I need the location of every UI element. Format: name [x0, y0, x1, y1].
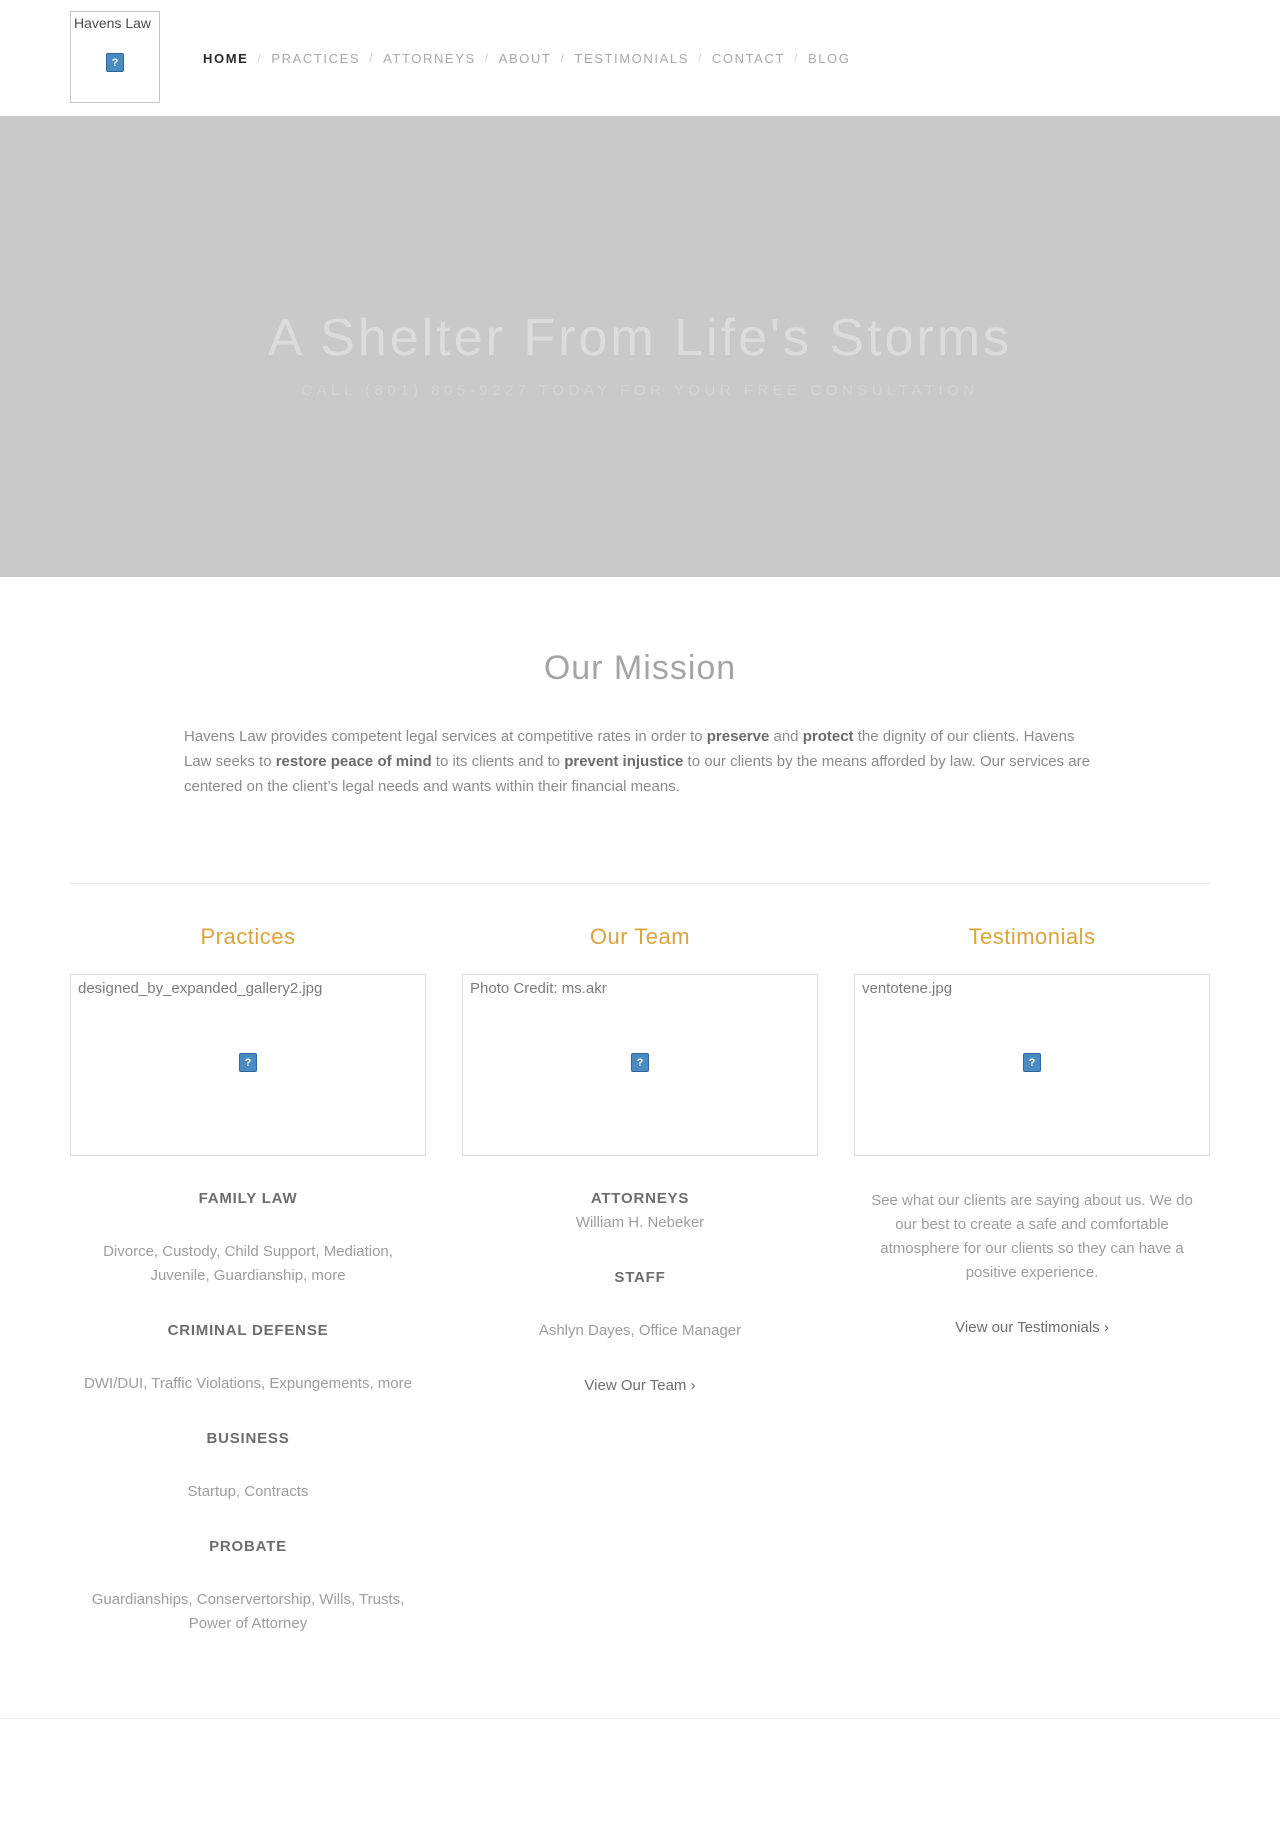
team-image-alt-text: Photo Credit: ms.akr [470, 980, 607, 997]
nav-separator: / [369, 51, 375, 65]
broken-image-icon: ? [239, 1053, 257, 1072]
team-column [462, 884, 818, 1636]
nav-item-contact[interactable]: CONTACT [711, 50, 785, 66]
practice-section-body: Divorce, Custody, Child Support, Mediation, Juvenile, Guardianship, more [103, 1243, 393, 1284]
nav-separator: / [794, 51, 799, 65]
practice-section-body: Startup, Contracts [187, 1483, 309, 1500]
nav-item-about[interactable]: ABOUT [498, 50, 552, 66]
nav-separator: / [484, 51, 490, 65]
practices-heading[interactable]: Practices [200, 924, 296, 949]
nav-item-home[interactable]: HOME [203, 50, 249, 66]
practice-section-title: FAMILY LAW [198, 1190, 298, 1207]
broken-image-icon: ? [106, 53, 124, 72]
logo-alt-text: Havens Law [74, 15, 152, 31]
team-section-body: Ashlyn Dayes, Office Manager [538, 1322, 742, 1339]
view-testimonials-link[interactable]: View our Testimonials › [955, 1319, 1109, 1336]
nav-item-testimonials[interactable]: TESTIMONIALS [574, 50, 689, 66]
main-nav [203, 0, 850, 116]
main-content [0, 649, 1280, 1636]
hero-subtitle: CALL (801) 805-9227 TODAY FOR YOUR FREE CONSULTATION [301, 382, 979, 399]
testimonials-image-placeholder [854, 974, 1210, 1156]
logo[interactable] [70, 11, 160, 103]
nav-separator: / [697, 51, 703, 65]
broken-image-icon: ? [631, 1053, 649, 1072]
nav-separator: / [257, 51, 263, 65]
view-our-team-link[interactable]: View Our Team › [584, 1377, 696, 1394]
practice-section-title: PROBATE [209, 1538, 287, 1555]
nav-separator: / [560, 51, 566, 65]
site-header [0, 0, 1280, 116]
broken-image-icon: ? [1023, 1053, 1041, 1072]
mission-heading: Our Mission [543, 649, 737, 687]
practice-section-title: BUSINESS [206, 1430, 290, 1447]
testimonials-heading[interactable]: Testimonials [968, 924, 1096, 949]
practices-image-alt-text: designed_by_expanded_gallery2.jpg [78, 980, 323, 997]
practices-column [70, 884, 426, 1636]
nav-item-practices[interactable]: PRACTICES [271, 50, 361, 66]
mission-paragraph: Havens Law provides competent legal services at competitive rates in order to preserve and protect the dignity of our clients. Havens Law seeks to restore peace of mind to its clients and to prevent injustice to our clients by the means afforded by law. Our services are centered on the client’s legal needs and wants within their financial means. [184, 728, 1090, 795]
nav-item-blog[interactable]: BLOG [807, 50, 851, 66]
testimonials-body: See what our clients are saying about us. We do our best to create a safe and comfortable atmosphere for our clients so they can have a positive experience. [871, 1192, 1193, 1281]
testimonials-image-alt-text: ventotene.jpg [862, 980, 953, 997]
team-section-title: STAFF [614, 1269, 666, 1286]
practice-section-body: Guardianships, Conservertorship, Wills, Trusts, Power of Attorney [91, 1591, 405, 1632]
summary-columns [70, 884, 1210, 1636]
hero-banner [0, 116, 1280, 577]
hero-title: A Shelter From Life's Storms [267, 309, 1013, 367]
testimonials-column [854, 884, 1210, 1636]
practices-image-placeholder [70, 974, 426, 1156]
site-footer [0, 1719, 1280, 1835]
team-section-title: ATTORNEYS [590, 1190, 690, 1207]
practice-section-body: DWI/DUI, Traffic Violations, Expungements, more [84, 1375, 412, 1392]
practice-section-title: CRIMINAL DEFENSE [167, 1322, 329, 1339]
team-image-placeholder [462, 974, 818, 1156]
team-section-body: William H. Nebeker [575, 1214, 705, 1231]
team-heading[interactable]: Our Team [589, 924, 691, 949]
nav-item-attorneys[interactable]: ATTORNEYS [383, 50, 476, 66]
